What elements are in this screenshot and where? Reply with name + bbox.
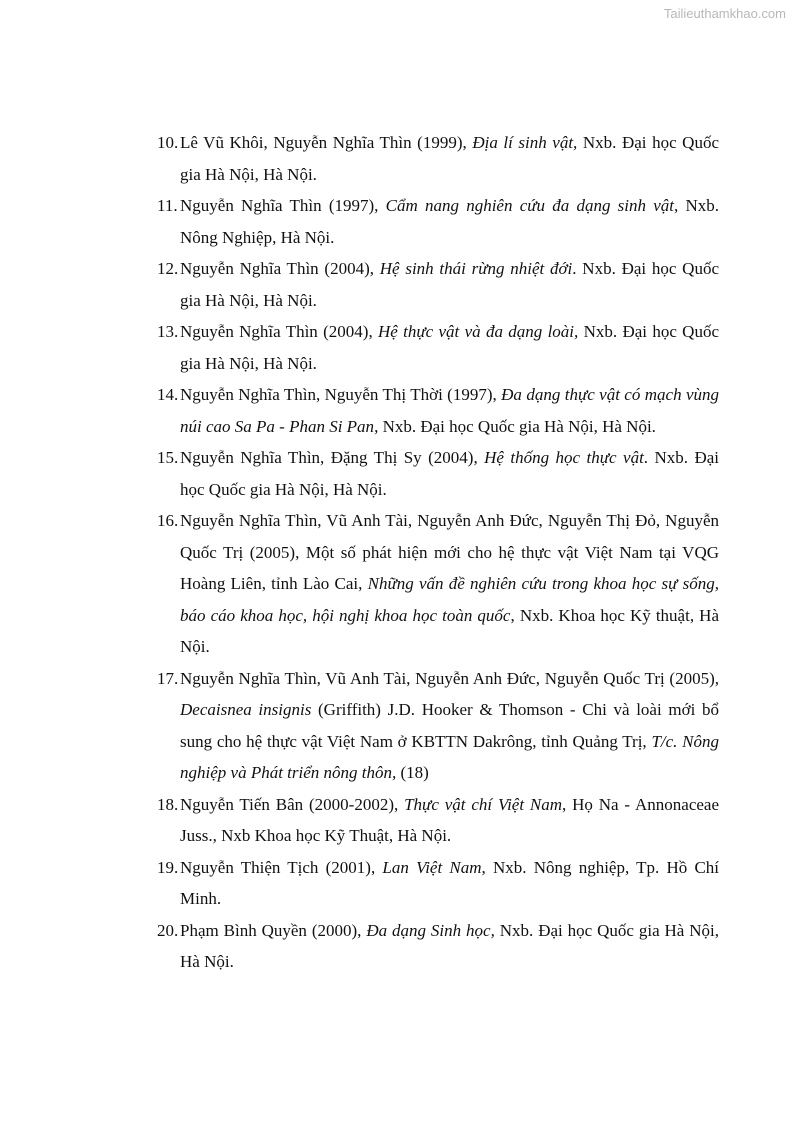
- reference-list: [157, 127, 719, 978]
- reference-item: [157, 852, 719, 915]
- reference-item: [157, 505, 719, 663]
- reference-item: [157, 442, 719, 505]
- reference-item: [157, 127, 719, 190]
- reference-item: [157, 663, 719, 789]
- reference-text: Nguyễn Nghĩa Thìn, Đặng Thị Sy (2004), Hệ thống học thực vật. Nxb. Đại học Quốc gia Hà Nội, Hà Nội.: [180, 448, 719, 499]
- reference-number: 14.: [157, 385, 179, 404]
- reference-item: [157, 253, 719, 316]
- reference-text: Phạm Bình Quyền (2000), Đa dạng Sinh học, Nxb. Đại học Quốc gia Hà Nội, Hà Nội.: [180, 920, 720, 971]
- reference-text: Nguyễn Nghĩa Thìn, Vũ Anh Tài, Nguyễn Anh Đức, Nguyễn Thị Đỏ, Nguyễn Quốc Trị (2005), Một số phát hiện mới cho hệ thực vật Việt Nam tại VQG Hoàng Liên, tỉnh Lào Cai, Những vấn đề nghiên cứu trong khoa học sự sống, báo cáo khoa học, hội nghị khoa học toàn quốc, Nxb. Khoa học Kỹ thuật, Hà Nội.: [180, 511, 719, 656]
- reference-item: [157, 316, 719, 379]
- reference-text: Nguyễn Nghĩa Thìn, Vũ Anh Tài, Nguyễn Anh Đức, Nguyễn Quốc Trị (2005), Decaisnea insignis (Griffith) J.D. Hooker & Thomson - Chi và loài mới bổ sung cho hệ thực vật Việt Nam ở KBTTN Dakrông, tỉnh Quảng Trị, T/c. Nông nghiệp và Phát triển nông thôn, (18): [180, 668, 720, 782]
- reference-number: 12.: [157, 259, 179, 278]
- reference-number: 17.: [157, 668, 179, 688]
- reference-number: 20.: [157, 920, 179, 940]
- reference-text: Nguyễn Nghĩa Thìn (1997), Cẩm nang nghiên cứu đa dạng sinh vật, Nxb. Nông Nghiệp, Hà Nội.: [180, 196, 719, 247]
- reference-text: Nguyễn Nghĩa Thìn (2004), Hệ sinh thái rừng nhiệt đới. Nxb. Đại học Quốc gia Hà Nội, Hà Nội.: [180, 259, 719, 310]
- reference-item: [157, 915, 719, 978]
- reference-number: 13.: [157, 322, 179, 341]
- reference-number: 16.: [157, 511, 179, 530]
- reference-item: [157, 789, 719, 852]
- reference-text: Nguyễn Nghĩa Thìn, Nguyễn Thị Thời (1997), Đa dạng thực vật có mạch vùng núi cao Sa Pa - Phan Si Pan, Nxb. Đại học Quốc gia Hà Nội, Hà Nội.: [180, 385, 720, 436]
- reference-text: Lê Vũ Khôi, Nguyễn Nghĩa Thìn (1999), Địa lí sinh vật, Nxb. Đại học Quốc gia Hà Nội, Hà Nội.: [180, 133, 719, 184]
- reference-item: [157, 190, 719, 253]
- reference-item: [157, 379, 719, 442]
- reference-number: 15.: [157, 448, 179, 467]
- reference-number: 11.: [157, 196, 178, 215]
- reference-number: 10.: [157, 133, 179, 152]
- reference-text: Nguyễn Thiện Tịch (2001), Lan Việt Nam, Nxb. Nông nghiệp, Tp. Hồ Chí Minh.: [180, 857, 720, 908]
- watermark-text: Tailieuthamkhao.com: [663, 6, 786, 21]
- reference-text: Nguyễn Nghĩa Thìn (2004), Hệ thực vật và đa dạng loài, Nxb. Đại học Quốc gia Hà Nội, Hà Nội.: [180, 322, 720, 373]
- reference-number: 18.: [157, 794, 179, 814]
- reference-number: 19.: [157, 857, 179, 877]
- reference-text: Nguyễn Tiến Bân (2000-2002), Thực vật chí Việt Nam, Họ Na - Annonaceae Juss., Nxb Khoa học Kỹ Thuật, Hà Nội.: [180, 794, 719, 845]
